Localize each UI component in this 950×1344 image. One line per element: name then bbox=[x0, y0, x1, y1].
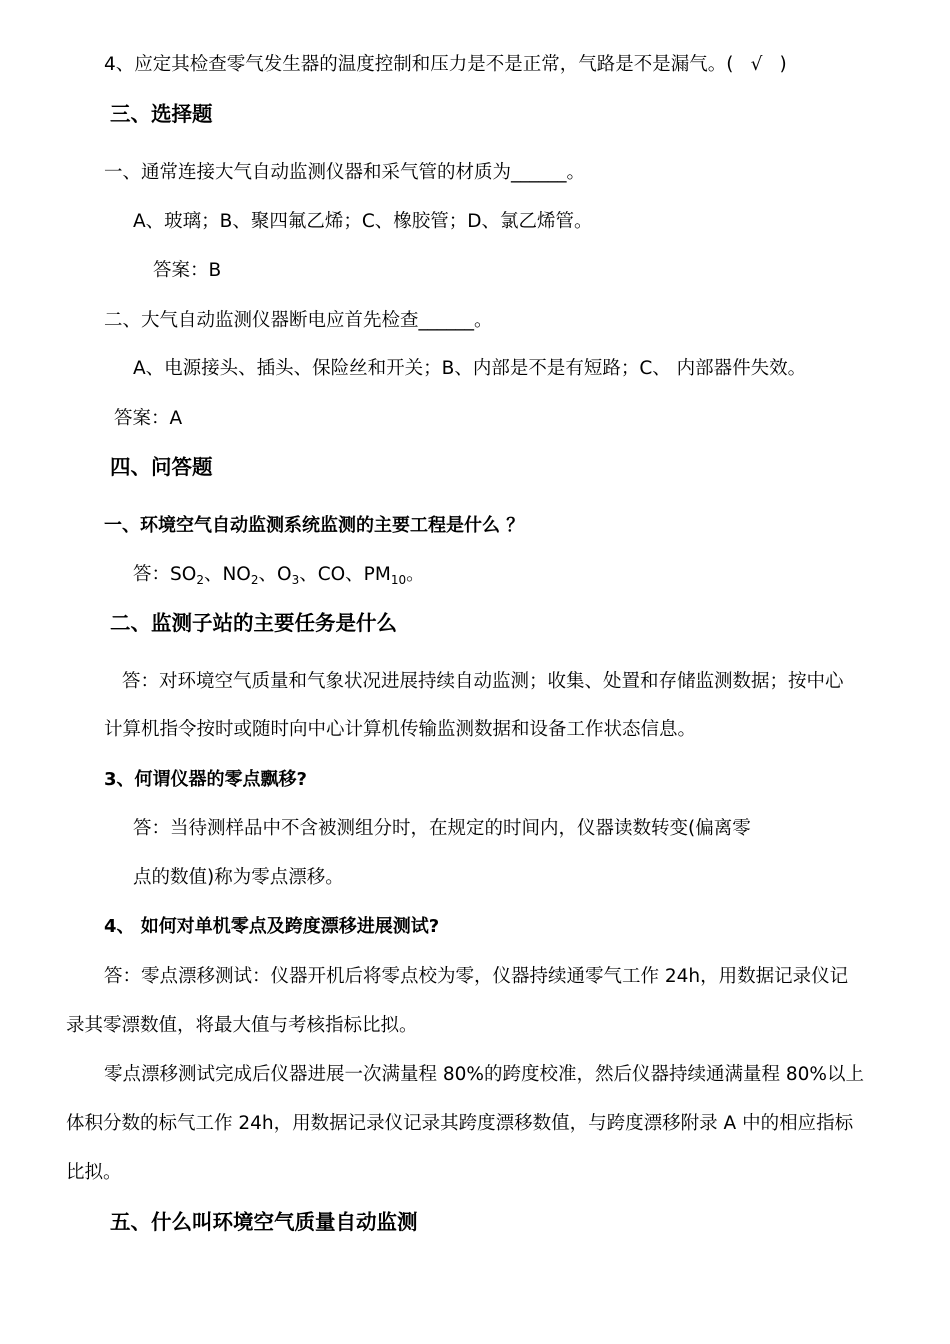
judge-item-4 bbox=[104, 52, 787, 78]
qa-question-3-title: 3、何谓仪器的零点飘移? bbox=[104, 769, 307, 790]
judge-item-4-text: 4、应定其检查零气发生器的温度控制和压力是不是正常，气路是不是漏气。( bbox=[104, 54, 734, 75]
subscript: 2 bbox=[250, 573, 259, 587]
qa-question-3-answer-line-1: 答：当待测样品中不含被测组分时，在规定的时间内，仪器读数转变(偏离零 bbox=[133, 818, 751, 839]
qa-question-4-p2-line-3: 比拟。 bbox=[66, 1162, 122, 1183]
choice-question-2: 二、大气自动监测仪器断电应首先检查______。 bbox=[104, 310, 493, 331]
qa-question-4-title: 4、 如何对单机零点及跨度漂移进展测试? bbox=[104, 916, 440, 937]
qa-question-1-answer bbox=[133, 562, 425, 588]
choice-question-1-answer: 答案：B bbox=[153, 260, 222, 281]
qa-question-2-title: 二、监测子站的主要任务是什么 bbox=[110, 611, 397, 635]
section-3-title: 三、选择题 bbox=[110, 102, 213, 126]
qa-question-4-p1-line-1: 答：零点漂移测试：仪器开机后将零点校为零，仪器持续通零气工作 24h，用数据记录仪记 bbox=[104, 966, 849, 987]
qa-question-4-p2-line-2: 体积分数的标气工作 24h，用数据记录仪记录其跨度漂移数值，与跨度漂移附录 A 中的相应指标 bbox=[66, 1113, 854, 1134]
subscript: 10 bbox=[390, 573, 407, 587]
answer-part: 、NO bbox=[203, 564, 251, 585]
choice-question-1-options: A、玻璃；B、聚四氟乙烯；C、橡胶管；D、氯乙烯管。 bbox=[133, 211, 593, 232]
qa-question-3-answer-line-2: 点的数值)称为零点漂移。 bbox=[133, 867, 344, 888]
qa-question-1-title: 一、环境空气自动监测系统监测的主要工程是什么 ？ bbox=[104, 515, 525, 536]
answer-end: 。 bbox=[406, 564, 425, 585]
qa-question-2-answer-line-1: 答：对环境空气质量和气象状况进展持续自动监测；收集、处置和存储监测数据；按中心 bbox=[122, 671, 844, 692]
qa-question-4-p1-line-2: 录其零漂数值，将最大值与考核指标比拟。 bbox=[66, 1015, 418, 1036]
answer-part: 、CO、PM bbox=[299, 564, 391, 585]
subscript: 3 bbox=[291, 573, 300, 587]
section-4-title: 四、问答题 bbox=[110, 455, 213, 479]
section-5-title: 五、什么叫环境空气质量自动监测 bbox=[110, 1210, 418, 1234]
judge-item-4-close: ) bbox=[779, 54, 787, 75]
subscript: 2 bbox=[196, 573, 204, 587]
check-mark: √ bbox=[750, 54, 763, 75]
answer-part: 、O bbox=[258, 564, 292, 585]
choice-question-2-answer: 答案：A bbox=[114, 408, 183, 429]
choice-question-2-options: A、电源接头、插头、保险丝和开关；B、内部是不是有短路；C、 内部器件失效。 bbox=[133, 358, 807, 379]
answer-prefix: 答：SO bbox=[133, 564, 197, 585]
qa-question-4-p2-line-1: 零点漂移测试完成后仪器进展一次满量程 80%的跨度校准，然后仪器持续通满量程 80%以上 bbox=[104, 1064, 865, 1085]
qa-question-2-answer-line-2: 计算机指令按时或随时向中心计算机传输监测数据和设备工作状态信息。 bbox=[104, 719, 697, 740]
choice-question-1: 一、通常连接大气自动监测仪器和采气管的材质为______。 bbox=[104, 162, 586, 183]
